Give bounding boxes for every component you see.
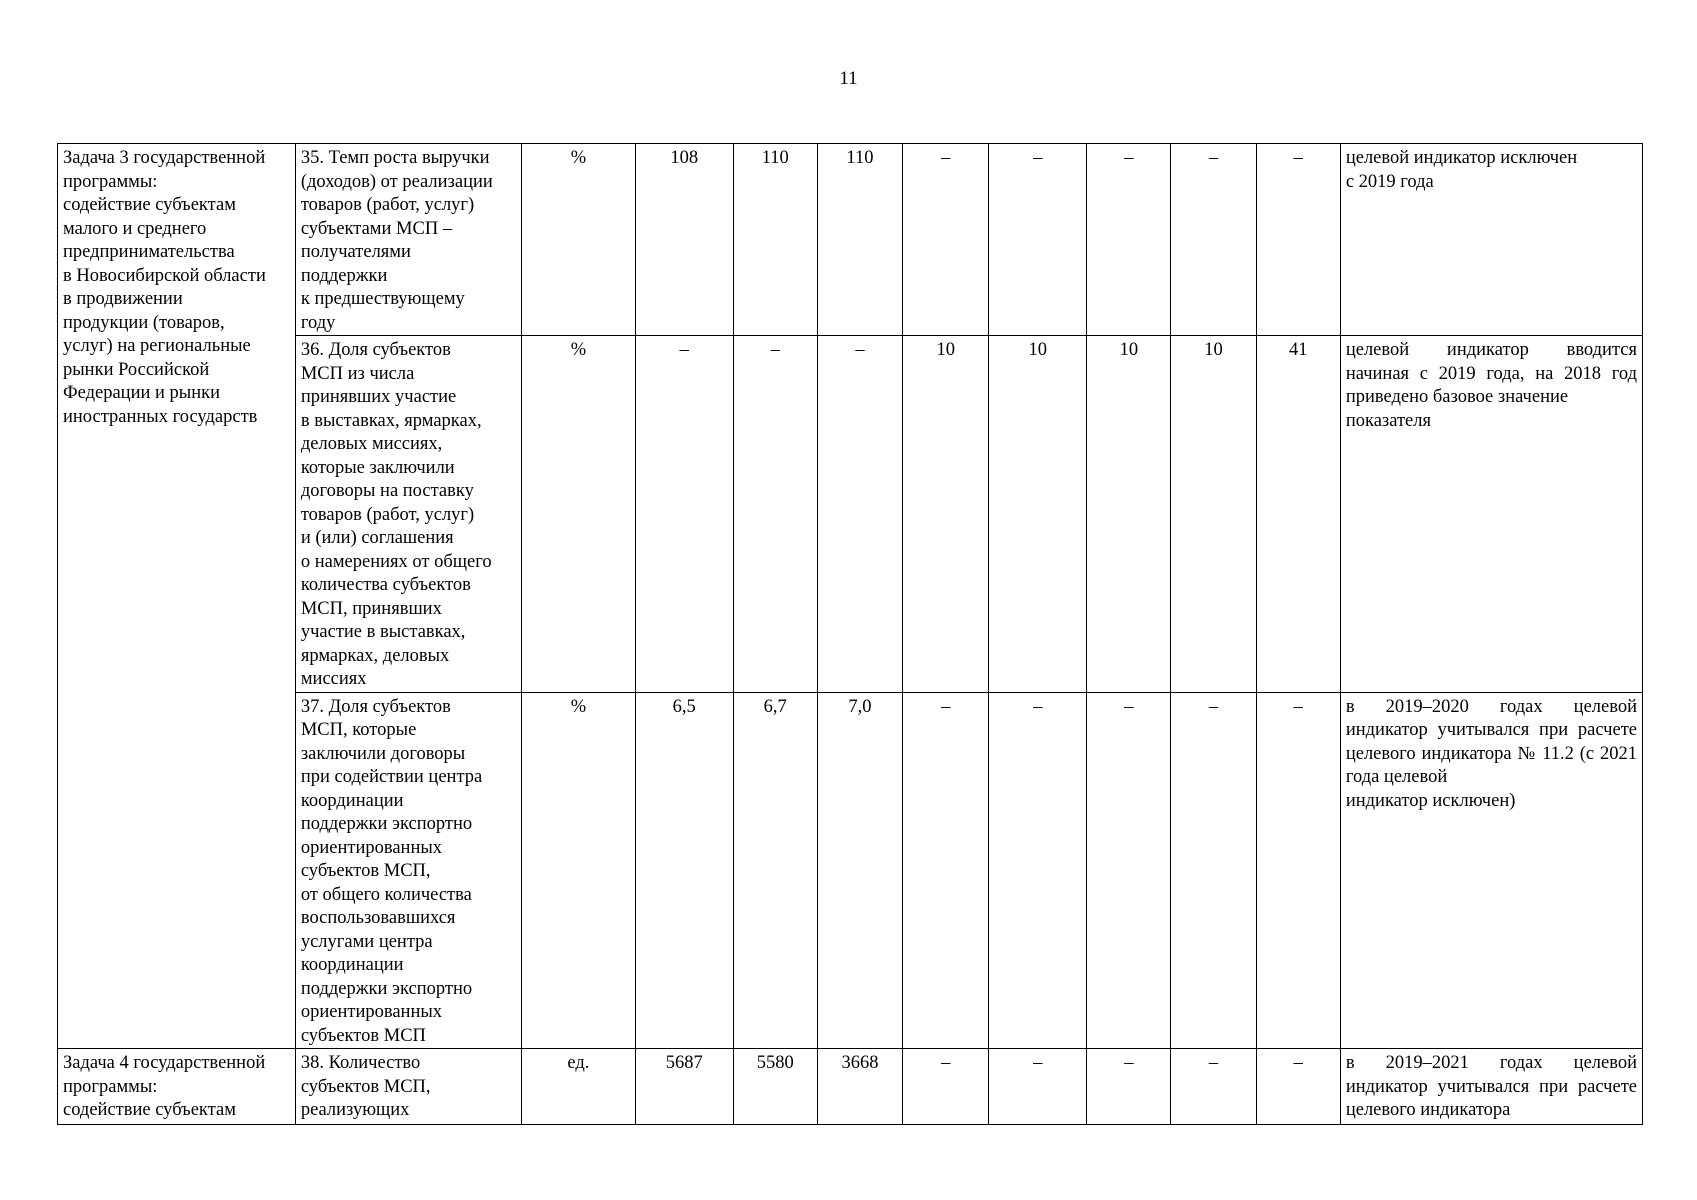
value-cell: –: [1087, 692, 1171, 1049]
value-cell: –: [1171, 144, 1256, 336]
unit-cell: %: [522, 336, 636, 693]
table-row: [58, 692, 1643, 1049]
value-cell: –: [1087, 144, 1171, 336]
value-cell: 6,7: [733, 692, 817, 1049]
indicator-name-cell: 37. Доля субъектов МСП, которые заключили договоры при содействии центра координации поддержки экспортно ориентированных субъектов МСП, от общего количества воспользовавшихся услугами центра координации поддержки экспортно ориентированных субъектов МСП: [295, 692, 521, 1049]
value-cell: –: [903, 144, 989, 336]
note-cell: [1340, 144, 1642, 336]
note-text: целевой индикатор вводится начиная с 2019 года, на 2018 год приведено базовое значение: [1345, 340, 1637, 407]
value-cell: –: [1087, 1049, 1171, 1125]
value-cell: –: [733, 336, 817, 693]
value-cell: –: [1256, 144, 1340, 336]
table-row: [58, 144, 1643, 336]
note-cell: [1340, 692, 1642, 1049]
value-cell: 6,5: [635, 692, 733, 1049]
value-cell: –: [635, 336, 733, 693]
unit-cell: %: [522, 144, 636, 336]
value-cell: –: [1256, 1049, 1340, 1125]
note-cell: [1340, 336, 1642, 693]
value-cell: 10: [903, 336, 989, 693]
indicator-name-cell: 38. Количество субъектов МСП, реализующих: [295, 1049, 521, 1125]
value-cell: 108: [635, 144, 733, 336]
note-text-end: индикатор исключен): [1345, 790, 1516, 811]
value-cell: 110: [733, 144, 817, 336]
value-cell: 41: [1256, 336, 1340, 693]
value-cell: –: [1256, 692, 1340, 1049]
value-cell: 7,0: [817, 692, 902, 1049]
task-3-cell: Задача 3 государственной программы: содействие субъектам малого и среднего предпринимательства в Новосибирской области в продвижении продукции (товаров, услуг) на региональные рынки Российской Федерации и рынки иностранных государств: [58, 144, 296, 1049]
note-text-end: с 2019 года: [1345, 171, 1434, 192]
value-cell: –: [1171, 1049, 1256, 1125]
value-cell: –: [1171, 692, 1256, 1049]
note-cell: [1340, 1049, 1642, 1125]
value-cell: –: [903, 692, 989, 1049]
page-number: 11: [839, 68, 858, 89]
value-cell: –: [903, 1049, 989, 1125]
value-cell: 5687: [635, 1049, 733, 1125]
indicator-name-cell: 35. Темп роста выручки (доходов) от реализации товаров (работ, услуг) субъектами МСП – получателями поддержки к предшествующему году: [295, 144, 521, 336]
indicator-name-cell: 36. Доля субъектов МСП из числа принявших участие в выставках, ярмарках, деловых миссиях, которые заключили договоры на поставку товаров (работ, услуг) и (или) соглашения о намерениях от общего количества субъектов МСП, принявших участие в выставках, ярмарках, деловых миссиях: [295, 336, 521, 693]
note-text: в 2019–2020 годах целевой индикатор учитывался при расчете целевого индикатора № 11.2 (с 2021 года целевой: [1345, 696, 1637, 787]
value-cell: –: [989, 1049, 1087, 1125]
table-row: [58, 1049, 1643, 1125]
value-cell: –: [989, 144, 1087, 336]
note-text: в 2019–2021 годах целевой индикатор учитывался при расчете целевого индикатора: [1345, 1053, 1637, 1120]
value-cell: 3668: [817, 1049, 902, 1125]
note-text-end: показателя: [1345, 410, 1431, 431]
value-cell: –: [817, 336, 902, 693]
unit-cell: %: [522, 692, 636, 1049]
task-4-cell: Задача 4 государственной программы: содействие субъектам: [58, 1049, 296, 1125]
table-row: [58, 336, 1643, 693]
value-cell: 5580: [733, 1049, 817, 1125]
value-cell: 10: [989, 336, 1087, 693]
value-cell: 10: [1087, 336, 1171, 693]
value-cell: 10: [1171, 336, 1256, 693]
value-cell: –: [989, 692, 1087, 1049]
note-text: целевой индикатор исключен: [1345, 148, 1578, 168]
value-cell: 110: [817, 144, 902, 336]
indicators-table: [57, 143, 1643, 1125]
unit-cell: ед.: [522, 1049, 636, 1125]
